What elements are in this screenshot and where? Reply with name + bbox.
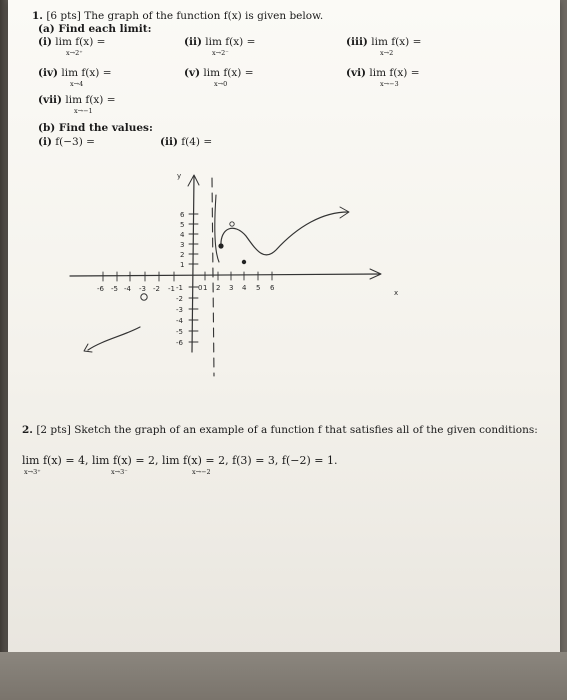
- x-tick-label: 4: [242, 284, 247, 292]
- limit-label: (v): [184, 67, 201, 79]
- filled-point: [242, 260, 246, 264]
- limit-subscript: x→4: [70, 80, 84, 88]
- x-tick-label: -6: [97, 285, 104, 293]
- y-tick-label: 1: [180, 261, 185, 269]
- y-tick-label: 4: [180, 231, 185, 239]
- limit-subscript: x→−3: [380, 80, 399, 88]
- desk-surface: [0, 652, 567, 700]
- x-tick-label: 3: [229, 284, 234, 292]
- filled-point: [218, 243, 223, 248]
- limit-expression: lim f(x) =: [61, 67, 112, 79]
- limit-label: (iii): [346, 36, 368, 48]
- curve-right-segment: [221, 212, 348, 255]
- x-tick-label: -2: [153, 285, 160, 293]
- y-tick-label: -3: [176, 306, 183, 314]
- limit-label: (vii): [38, 94, 63, 106]
- x-tick-labels-negative: [97, 285, 175, 293]
- open-point: [141, 294, 147, 300]
- limit-expression: lim f(x) =: [371, 36, 422, 48]
- problem-2-header: [22, 424, 547, 436]
- x-tick-label: -5: [111, 285, 118, 293]
- x-tick-label: 2: [216, 284, 221, 292]
- problem-number: 2.: [22, 424, 33, 436]
- problem-statement: The graph of the function f(x) is given below.: [84, 10, 324, 22]
- x-axis-label: x: [394, 289, 399, 297]
- limit-subscript: x→2⁺: [66, 49, 83, 57]
- x-tick-label: -1: [168, 285, 175, 293]
- limit-label: (i): [38, 36, 52, 48]
- condition-subscript: x→3⁺: [24, 468, 41, 476]
- curve-asymptote-branch: [215, 195, 219, 262]
- value-label: (i): [38, 136, 52, 148]
- y-tick-label: -5: [176, 328, 183, 336]
- condition-subscript: x→3⁻: [111, 468, 128, 476]
- limit-expression: lim f(x) =: [65, 94, 116, 106]
- limit-label: (iv): [38, 67, 59, 79]
- limit-expression: lim f(x) =: [203, 67, 254, 79]
- y-tick-label: -6: [176, 339, 183, 347]
- limit-label: (ii): [184, 36, 202, 48]
- limit-expression: lim f(x) =: [55, 36, 106, 48]
- asymptote-dashed-line: [212, 178, 214, 376]
- y-tick-label: -2: [176, 295, 183, 303]
- y-axis-label: y: [177, 172, 182, 180]
- limit-subscript: x→2: [380, 49, 394, 57]
- x-tick-label: 6: [270, 284, 275, 292]
- y-tick-labels-negative: [176, 284, 184, 347]
- y-tick-label: -4: [176, 317, 183, 325]
- x-tick-label: -4: [124, 285, 131, 293]
- problem-statement: Sketch the graph of an example of a function f that satisfies all of the given conditions:: [74, 424, 538, 436]
- x-axis-ticks: [103, 272, 272, 281]
- problem-points: [6 pts]: [46, 10, 81, 22]
- x-axis-line: [70, 274, 380, 276]
- y-tick-labels-positive: [180, 211, 185, 269]
- limit-subscript: x→−1: [74, 107, 93, 115]
- condition-subscript: x→−2: [192, 468, 211, 476]
- y-tick-label: -1: [176, 284, 183, 292]
- x-tick-label: -3: [139, 285, 146, 293]
- problem-number: 1.: [32, 10, 43, 22]
- open-point: [230, 222, 234, 226]
- limit-expression: lim f(x) =: [205, 36, 256, 48]
- curve-left-segment: [88, 327, 140, 350]
- x-tick-labels-positive: [203, 284, 275, 292]
- limit-expression: lim f(x) =: [369, 67, 420, 79]
- y-tick-label: 6: [180, 211, 185, 219]
- worksheet-page: [8, 0, 560, 652]
- part-b-heading: (b) Find the values:: [38, 122, 153, 134]
- x-tick-label: 5: [256, 284, 261, 292]
- origin-label: 0: [198, 284, 203, 292]
- value-expression: f(−3) =: [55, 136, 95, 148]
- value-label: (ii): [160, 136, 178, 148]
- limit-subscript: x→0: [214, 80, 228, 88]
- y-tick-label: 2: [180, 251, 185, 259]
- part-a-heading: (a) Find each limit:: [38, 23, 152, 35]
- y-tick-label: 5: [180, 221, 185, 229]
- limit-label: (vi): [346, 67, 367, 79]
- hand-drawn-graph: [8, 0, 560, 652]
- value-expression: f(4) =: [181, 136, 213, 148]
- limit-subscript: x→2⁻: [212, 49, 229, 57]
- y-tick-label: 3: [180, 241, 185, 249]
- problem-points: [2 pts]: [36, 424, 71, 436]
- x-tick-label: 1: [203, 284, 208, 292]
- problem-2-conditions: lim f(x) = 4, lim f(x) = 2, lim f(x) = 2, f(3) = 3, f(−2) = 1.: [22, 454, 338, 467]
